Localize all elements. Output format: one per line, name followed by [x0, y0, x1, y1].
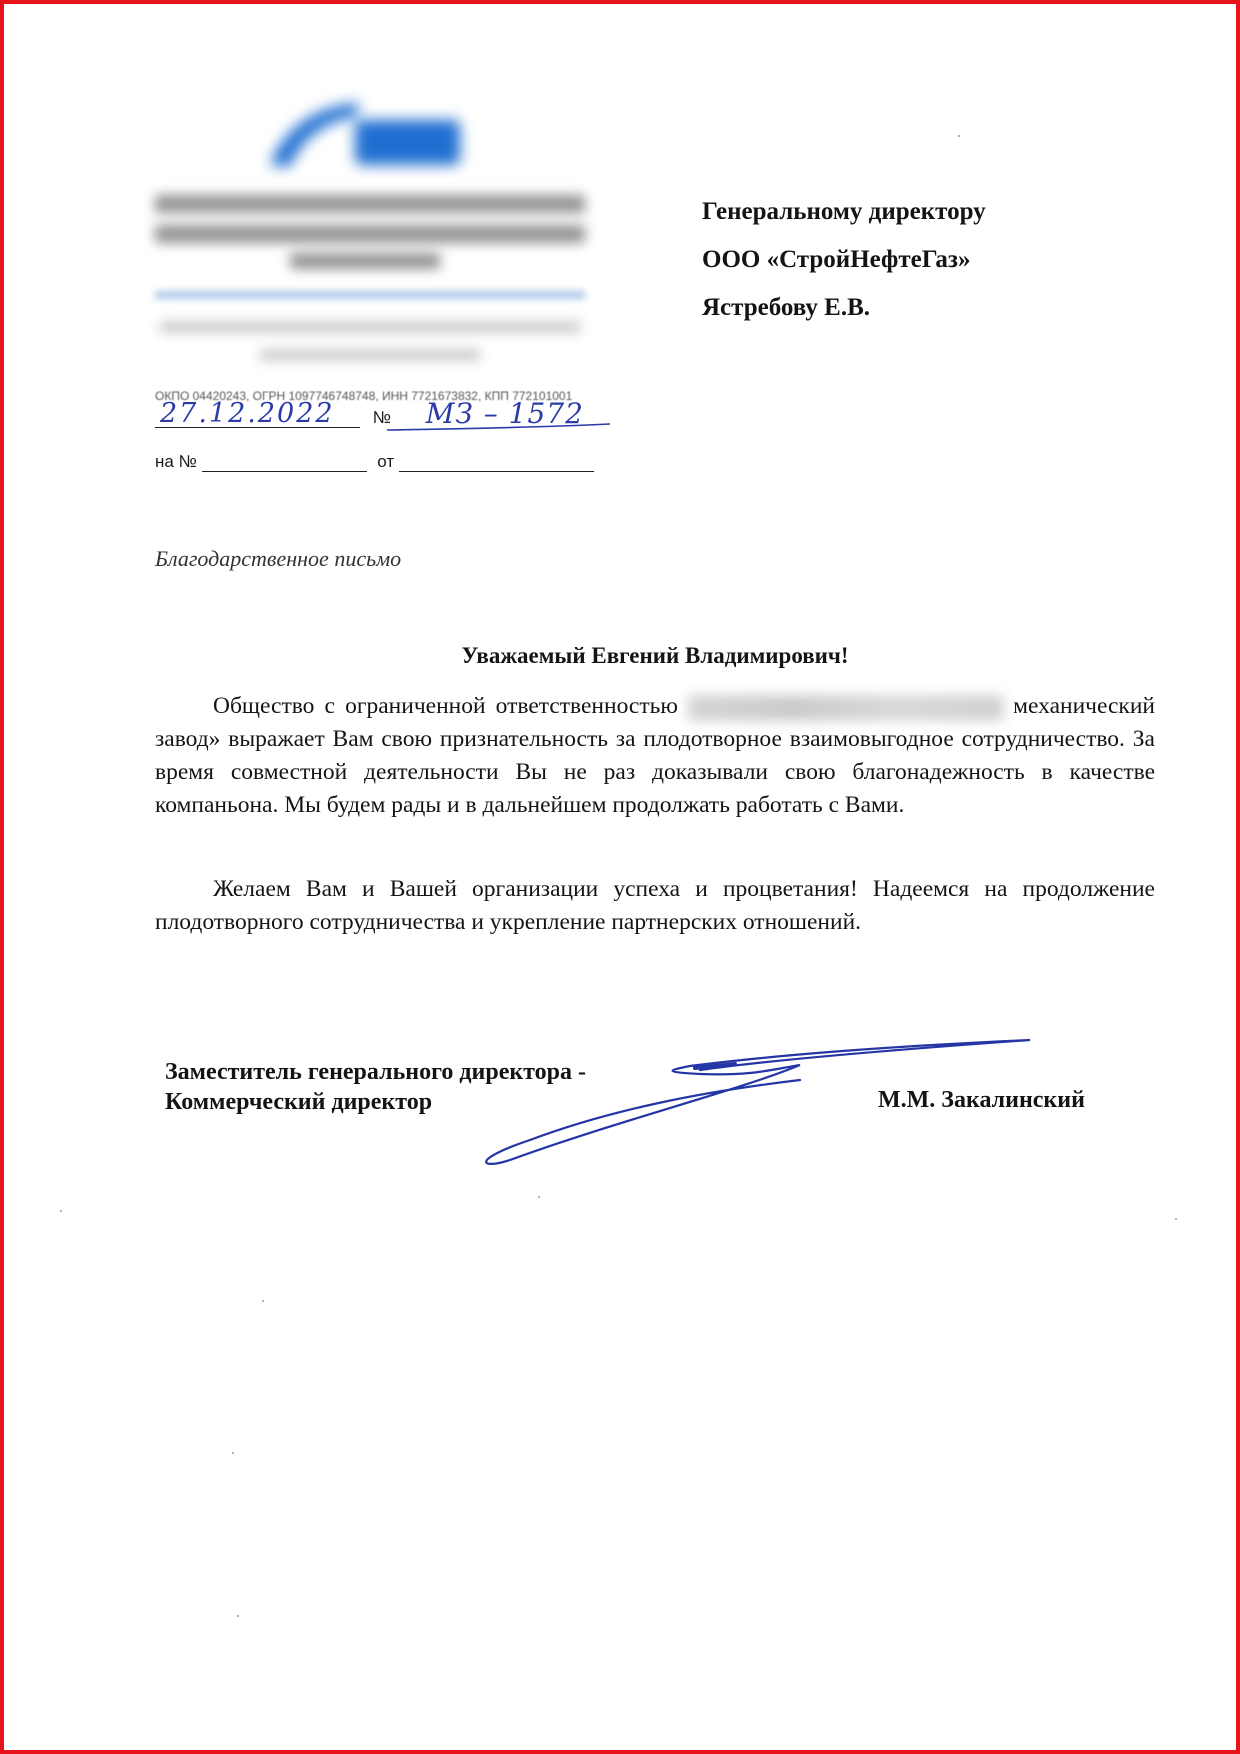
- letterhead-company-name-line-2: [155, 225, 585, 243]
- ref-number-field: [202, 453, 367, 472]
- number-label: №: [372, 408, 391, 427]
- date-handwritten: 27.12.2022: [160, 398, 335, 429]
- from-label: от: [377, 452, 395, 471]
- ref-label: на №: [155, 452, 197, 471]
- scan-speck: [538, 1196, 540, 1198]
- letterhead-requisites: ОКПО 04420243, ОГРН 1097746748748, ИНН 7721673832, КПП 772101001: [155, 389, 573, 403]
- letterhead-address-line-1: [160, 322, 580, 332]
- scan-speck: [237, 1615, 239, 1617]
- body-paragraph-2: Желаем Вам и Вашей организации успеха и процветания! Надеемся на продолжение плодотворного сотрудничества и укрепление партнерских отношений.: [155, 876, 1155, 935]
- letterhead-website-line: [155, 292, 585, 298]
- scan-speck: [958, 135, 960, 137]
- date-field: [155, 398, 360, 429]
- paragraph-1-rest: механический завод» выражает Вам свою признательность за плодотворное взаимовыгодное сотрудничество. За время совместной деятельности Вы не раз доказывали свою благонадежность в качестве компаньона. Мы будем рады и в дальнейшем продолжать работать с Вами.: [155, 693, 1155, 818]
- letterhead-company-name-line-1: [155, 195, 585, 213]
- recipient-position: Генеральному директору: [702, 198, 986, 225]
- scan-speck: [262, 1300, 264, 1302]
- scan-speck: [232, 1452, 234, 1454]
- letterhead: [150, 90, 600, 390]
- number-underline-stroke: [385, 422, 615, 434]
- signatory-title-line-2: Коммерческий директор: [165, 1089, 433, 1115]
- document-type: Благодарственное письмо: [155, 546, 402, 571]
- letterhead-company-name-line-3: [290, 253, 440, 269]
- recipient-company: ООО «СтройНефтеГаз»: [702, 246, 971, 273]
- body-paragraph-1: [155, 690, 1155, 822]
- signatory-name: М.М. Закалинский: [878, 1087, 1085, 1113]
- signatory-title-line-1: Заместитель генерального директора -: [165, 1059, 586, 1085]
- company-logo-icon: [260, 95, 470, 175]
- recipient-block: [702, 188, 986, 332]
- scan-speck: [1175, 1218, 1177, 1220]
- reference-row: [155, 452, 594, 472]
- scan-speck: [60, 1210, 62, 1212]
- number-handwritten: МЗ – 1572: [425, 397, 584, 430]
- paragraph-1-start: Общество с ограниченной ответственностью: [213, 693, 678, 719]
- redacted-company-name: [688, 695, 1003, 721]
- ref-date-field: [399, 453, 594, 472]
- recipient-name: Ястребову Е.В.: [702, 294, 871, 321]
- letterhead-address-line-2: [260, 350, 480, 360]
- salutation: Уважаемый Евгений Владимирович!: [461, 643, 849, 668]
